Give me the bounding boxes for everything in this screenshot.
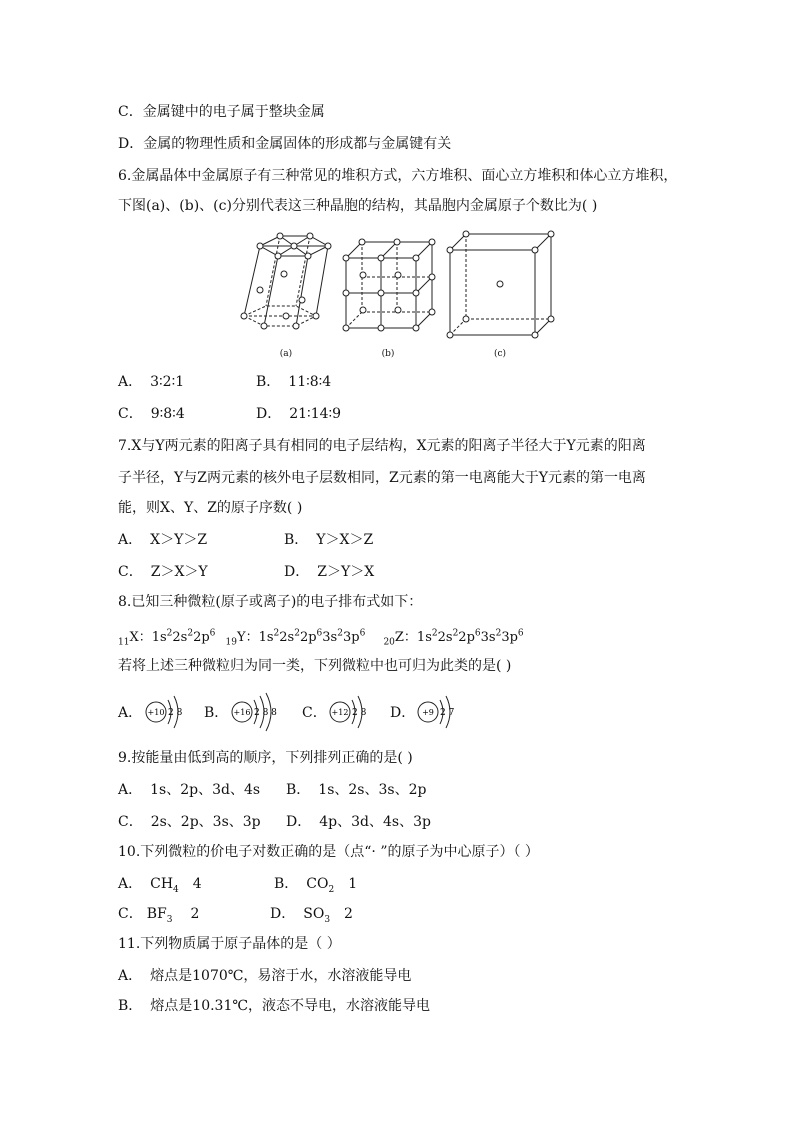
q11-stem: 11.下列物质属于原子晶体的是（ ） — [118, 936, 341, 952]
q7-stem-line2: 子半径，Y与Z两元素的核外电子层数相同，Z元素的第一电离能大于Y元素的第一电离 — [118, 470, 646, 486]
q10-option-c: C． $BF_3$ 2 — [118, 906, 200, 925]
q9-option-c: C． 2s、2p、3s、3p — [118, 814, 261, 830]
svg-text:2 7: 2 7 — [440, 708, 455, 718]
q8-option-d-label: D． — [390, 705, 416, 721]
q9-option-b: B． 1s、2s、3s、2p — [286, 782, 427, 798]
q8-option-b-label: B． — [204, 705, 229, 721]
q8-electron-configs — [118, 624, 524, 653]
svg-text:2 8: 2 8 — [168, 708, 183, 718]
svg-text:2 8: 2 8 — [352, 708, 367, 718]
config-z: $_{20}$Z：$1s^22s^22p^63s^23p^6$ — [383, 629, 524, 648]
svg-text:+16: +16 — [233, 708, 251, 717]
q6-stem-line2: 下图(a)、(b)、(c)分别代表这三种晶胞的结构，其晶胞内金属原子个数比为( ) — [118, 198, 598, 214]
q10-option-b: B． $CO_2$ 1 — [274, 876, 358, 895]
q10-option-a: A． $CH_4$ 4 — [118, 876, 202, 895]
svg-text:+9: +9 — [422, 708, 434, 717]
figure-label-a: (a) — [279, 349, 293, 359]
q7-stem-line1: 7.X与Y两元素的阳离子具有相同的电子层结构，X元素的阳离子半径大于Y元素的阳离 — [118, 438, 646, 454]
figure-label-c: (c) — [493, 349, 507, 359]
svg-text:2 8 8: 2 8 8 — [254, 708, 277, 718]
q8-stem: 8.已知三种微粒(原子或离子)的电子排布式如下： — [118, 594, 423, 610]
q9-stem: 9.按能量由低到高的顺序，下列排列正确的是( ) — [118, 750, 413, 766]
q11-option-a: A． 熔点是1070℃，易溶于水，水溶液能导电 — [118, 968, 412, 984]
q8-atom-options — [118, 692, 478, 732]
q7-option-a: A． X＞Y＞Z — [118, 532, 208, 548]
q11-option-b: B． 熔点是10.31℃，液态不导电，水溶液能导电 — [118, 998, 431, 1014]
q10-option-d: D． $SO_3$ 2 — [270, 906, 353, 925]
q8-question: 若将上述三种微粒归为同一类，下列微粒中也可归为此类的是( ) — [118, 658, 512, 674]
q6-option-c: C． 9∶8∶4 — [118, 406, 185, 422]
q9-option-d: D． 4p、3d、4s、3p — [286, 814, 431, 830]
config-x: $_{11}$X：$1s^22s^22p^6$ — [118, 629, 216, 648]
q8-atom-d-diagram — [416, 692, 476, 732]
svg-text:+12: +12 — [331, 708, 349, 717]
q10-stem: 10.下列微粒的价电子对数正确的是（点“· ”的原子为中心原子）（ ） — [118, 844, 539, 860]
figure-label-b: (b) — [381, 349, 395, 359]
q9-option-a: A． 1s、2p、3d、4s — [118, 782, 261, 798]
svg-text:+10: +10 — [147, 708, 165, 717]
q8-option-a-label: A． — [118, 705, 143, 721]
q8-option-c-label: C． — [302, 705, 327, 721]
crystal-cell-figure — [240, 228, 560, 363]
fcc-cell-b — [346, 242, 432, 328]
q7-option-d: D． Z＞Y＞X — [284, 564, 375, 580]
q7-stem-line3: 能，则X、Y、Z的原子序数( ) — [118, 500, 303, 516]
q6-stem-line1: 6.金属晶体中金属原子有三种常见的堆积方式，六方堆积、面心立方堆积和体心立方堆积， — [118, 168, 678, 184]
q8-atom-a-diagram — [144, 692, 204, 732]
option-c-metal-bond: C．金属键中的电子属于整块金属 — [118, 104, 325, 120]
q7-option-b: B． Y＞X＞Z — [284, 532, 374, 548]
q6-option-d: D． 21∶14∶9 — [256, 406, 342, 422]
option-d-metal-bond: D．金属的物理性质和金属固体的形成都与金属键有关 — [118, 136, 452, 152]
q6-option-a: A． 3∶2∶1 — [118, 374, 185, 390]
q7-option-c: C． Z＞X＞Y — [118, 564, 208, 580]
q8-atom-c-diagram — [328, 692, 388, 732]
config-y: $_{19}$Y：$1s^22s^22p^63s^23p^6$ — [225, 629, 366, 648]
q6-option-b: B． 11∶8∶4 — [256, 374, 332, 390]
q8-atom-b-diagram — [230, 692, 300, 732]
